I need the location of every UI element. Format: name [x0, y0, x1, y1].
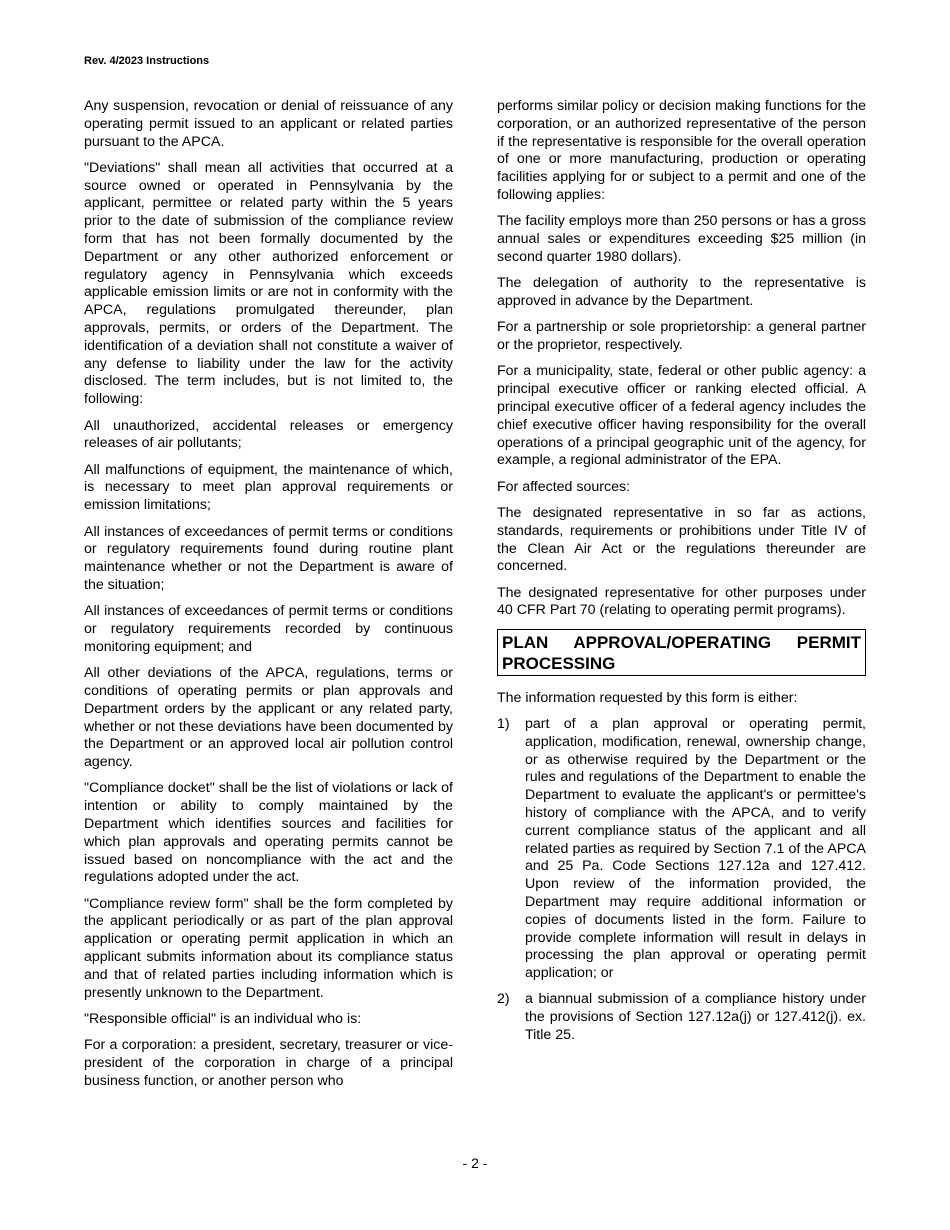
paragraph-deviations-definition: "Deviations" shall mean all activities that occurred at a source owned or operated in Pennsylvania by the applicant, permittee or related party within the 5 years prior to the date of submission of the compliance review form that has not been formally documented by the Department or any other authorized enforcement or regulatory agency in Pennsylvania which exceeds applicable emission limits or are not in conformity with the APCA, regulations promulgated thereunder, plan approvals, permits, or orders of the Department. The identification of a deviation shall not constitute a waiver of any defense to liability under the law for the activity disclosed. The term includes, but is not limited to, the following:: [84, 159, 453, 408]
list-item: [497, 716, 866, 983]
paragraph-compliance-docket: "Compliance docket" shall be the list of violations or lack of intention or ability to comply maintained by the Department which identifies sources and facilities for which plan approvals and operating permits cannot be issued based on noncompliance with the act and the regulations adopted under the act.: [84, 780, 453, 886]
paragraph-delegation: The delegation of authority to the representative is approved in advance by the Department.: [497, 275, 866, 309]
list-item-number: 1): [497, 716, 510, 733]
section-heading-plan-approval: PLAN APPROVAL/OPERATING PERMIT PROCESSING: [497, 629, 866, 676]
paragraph-malfunctions: All malfunctions of equipment, the maintenance of which, is necessary to meet plan approval requirements or emission limitations;: [84, 461, 453, 514]
paragraph-corporation: For a corporation: a president, secretary, treasurer or vice-president of the corporation in charge of a principal business function, or another person who: [84, 1037, 453, 1089]
list-item: [497, 991, 866, 1044]
paragraph-exceedances-monitoring: All instances of exceedances of permit terms or conditions or regulatory requirements recorded by continuous monitoring equipment; and: [84, 603, 453, 655]
paragraph-municipality: For a municipality, state, federal or other public agency: a principal executive officer or ranking elected official. A principal executive officer of a federal agency includes the chief executive officer having responsibility for the overall operations of a principal geographic unit of the agency, for example, a regional administrator of the EPA.: [497, 363, 866, 469]
numbered-list: [497, 716, 866, 1045]
left-column: [84, 98, 453, 1099]
list-item-text: part of a plan approval or operating permit, application, modification, renewal, ownership change, or as otherwise required by the Department or the rules and regulations of the Department to enable the Department to evaluate the applicant's or permittee's history of compliance with the APCA, and to verify current compliance status of the applicant and all related parties as required by Section 7.1 of the APCA and 25 Pa. Code Sections 127.12a and 127.412. Upon review of the information provided, the Department may require additional information or copies of documents listed in the form. Failure to provide complete information will result in delays in processing the plan approval or operating permit application; or: [525, 716, 866, 982]
paragraph-other-deviations: All other deviations of the APCA, regulations, terms or conditions of operating permits or plan approvals and Department orders by the applicant or any related party, whether or not these deviations have been documented by the Department or an approved local air pollution control agency.: [84, 665, 453, 771]
paragraph-designated-rep-other: The designated representative for other purposes under 40 CFR Part 70 (relating to operating permit programs).: [497, 584, 866, 619]
page-number: - 2 -: [462, 1155, 488, 1171]
list-item-number: 2): [497, 991, 510, 1008]
paragraph-affected-sources: For affected sources:: [497, 478, 631, 495]
paragraph-responsible-official: "Responsible official" is an individual who is:: [84, 1010, 362, 1027]
paragraph-info-requested: The information requested by this form is either:: [497, 689, 798, 706]
revision-header: Rev. 4/2023 Instructions: [84, 55, 210, 67]
paragraph-facility-employs: The facility employs more than 250 persons or has a gross annual sales or expenditures exceeding $25 million (in second quarter 1980 dollars).: [497, 213, 866, 265]
paragraph-designated-rep-title-iv: The designated representative in so far as actions, standards, requirements or prohibitions under Title IV of the Clean Air Act or the regulations thereunder are concerned.: [497, 504, 866, 575]
paragraph-exceedances-maintenance: All instances of exceedances of permit terms or conditions or regulatory requirements found during routine plant maintenance whether or not the Department is aware of the situation;: [84, 523, 453, 593]
paragraph-suspension: Any suspension, revocation or denial of reissuance of any operating permit issued to an applicant or related parties pursuant to the APCA.: [84, 98, 453, 150]
paragraph-unauthorized-releases: All unauthorized, accidental releases or emergency releases of air pollutants;: [84, 417, 453, 452]
paragraph-partnership: For a partnership or sole proprietorship: a general partner or the proprietor, respectively.: [497, 319, 866, 354]
list-item-text: a biannual submission of a compliance history under the provisions of Section 127.12a(j) or 127.412(j). ex. Title 25.: [525, 991, 866, 1044]
paragraph-compliance-review-form: "Compliance review form" shall be the form completed by the applicant periodically or as part of the plan approval application or operating permit application in which an applicant submits information about its compliance status and that of related parties including information which is presently unknown to the Department.: [84, 895, 453, 1001]
paragraph-corporation-continued: performs similar policy or decision making functions for the corporation, or an authorized representative of the person if the representative is responsible for the overall operation of one or more manufacturing, production or operating facilities applying for or subject to a permit and one of the following applies:: [497, 98, 866, 203]
right-column: [497, 98, 866, 1053]
